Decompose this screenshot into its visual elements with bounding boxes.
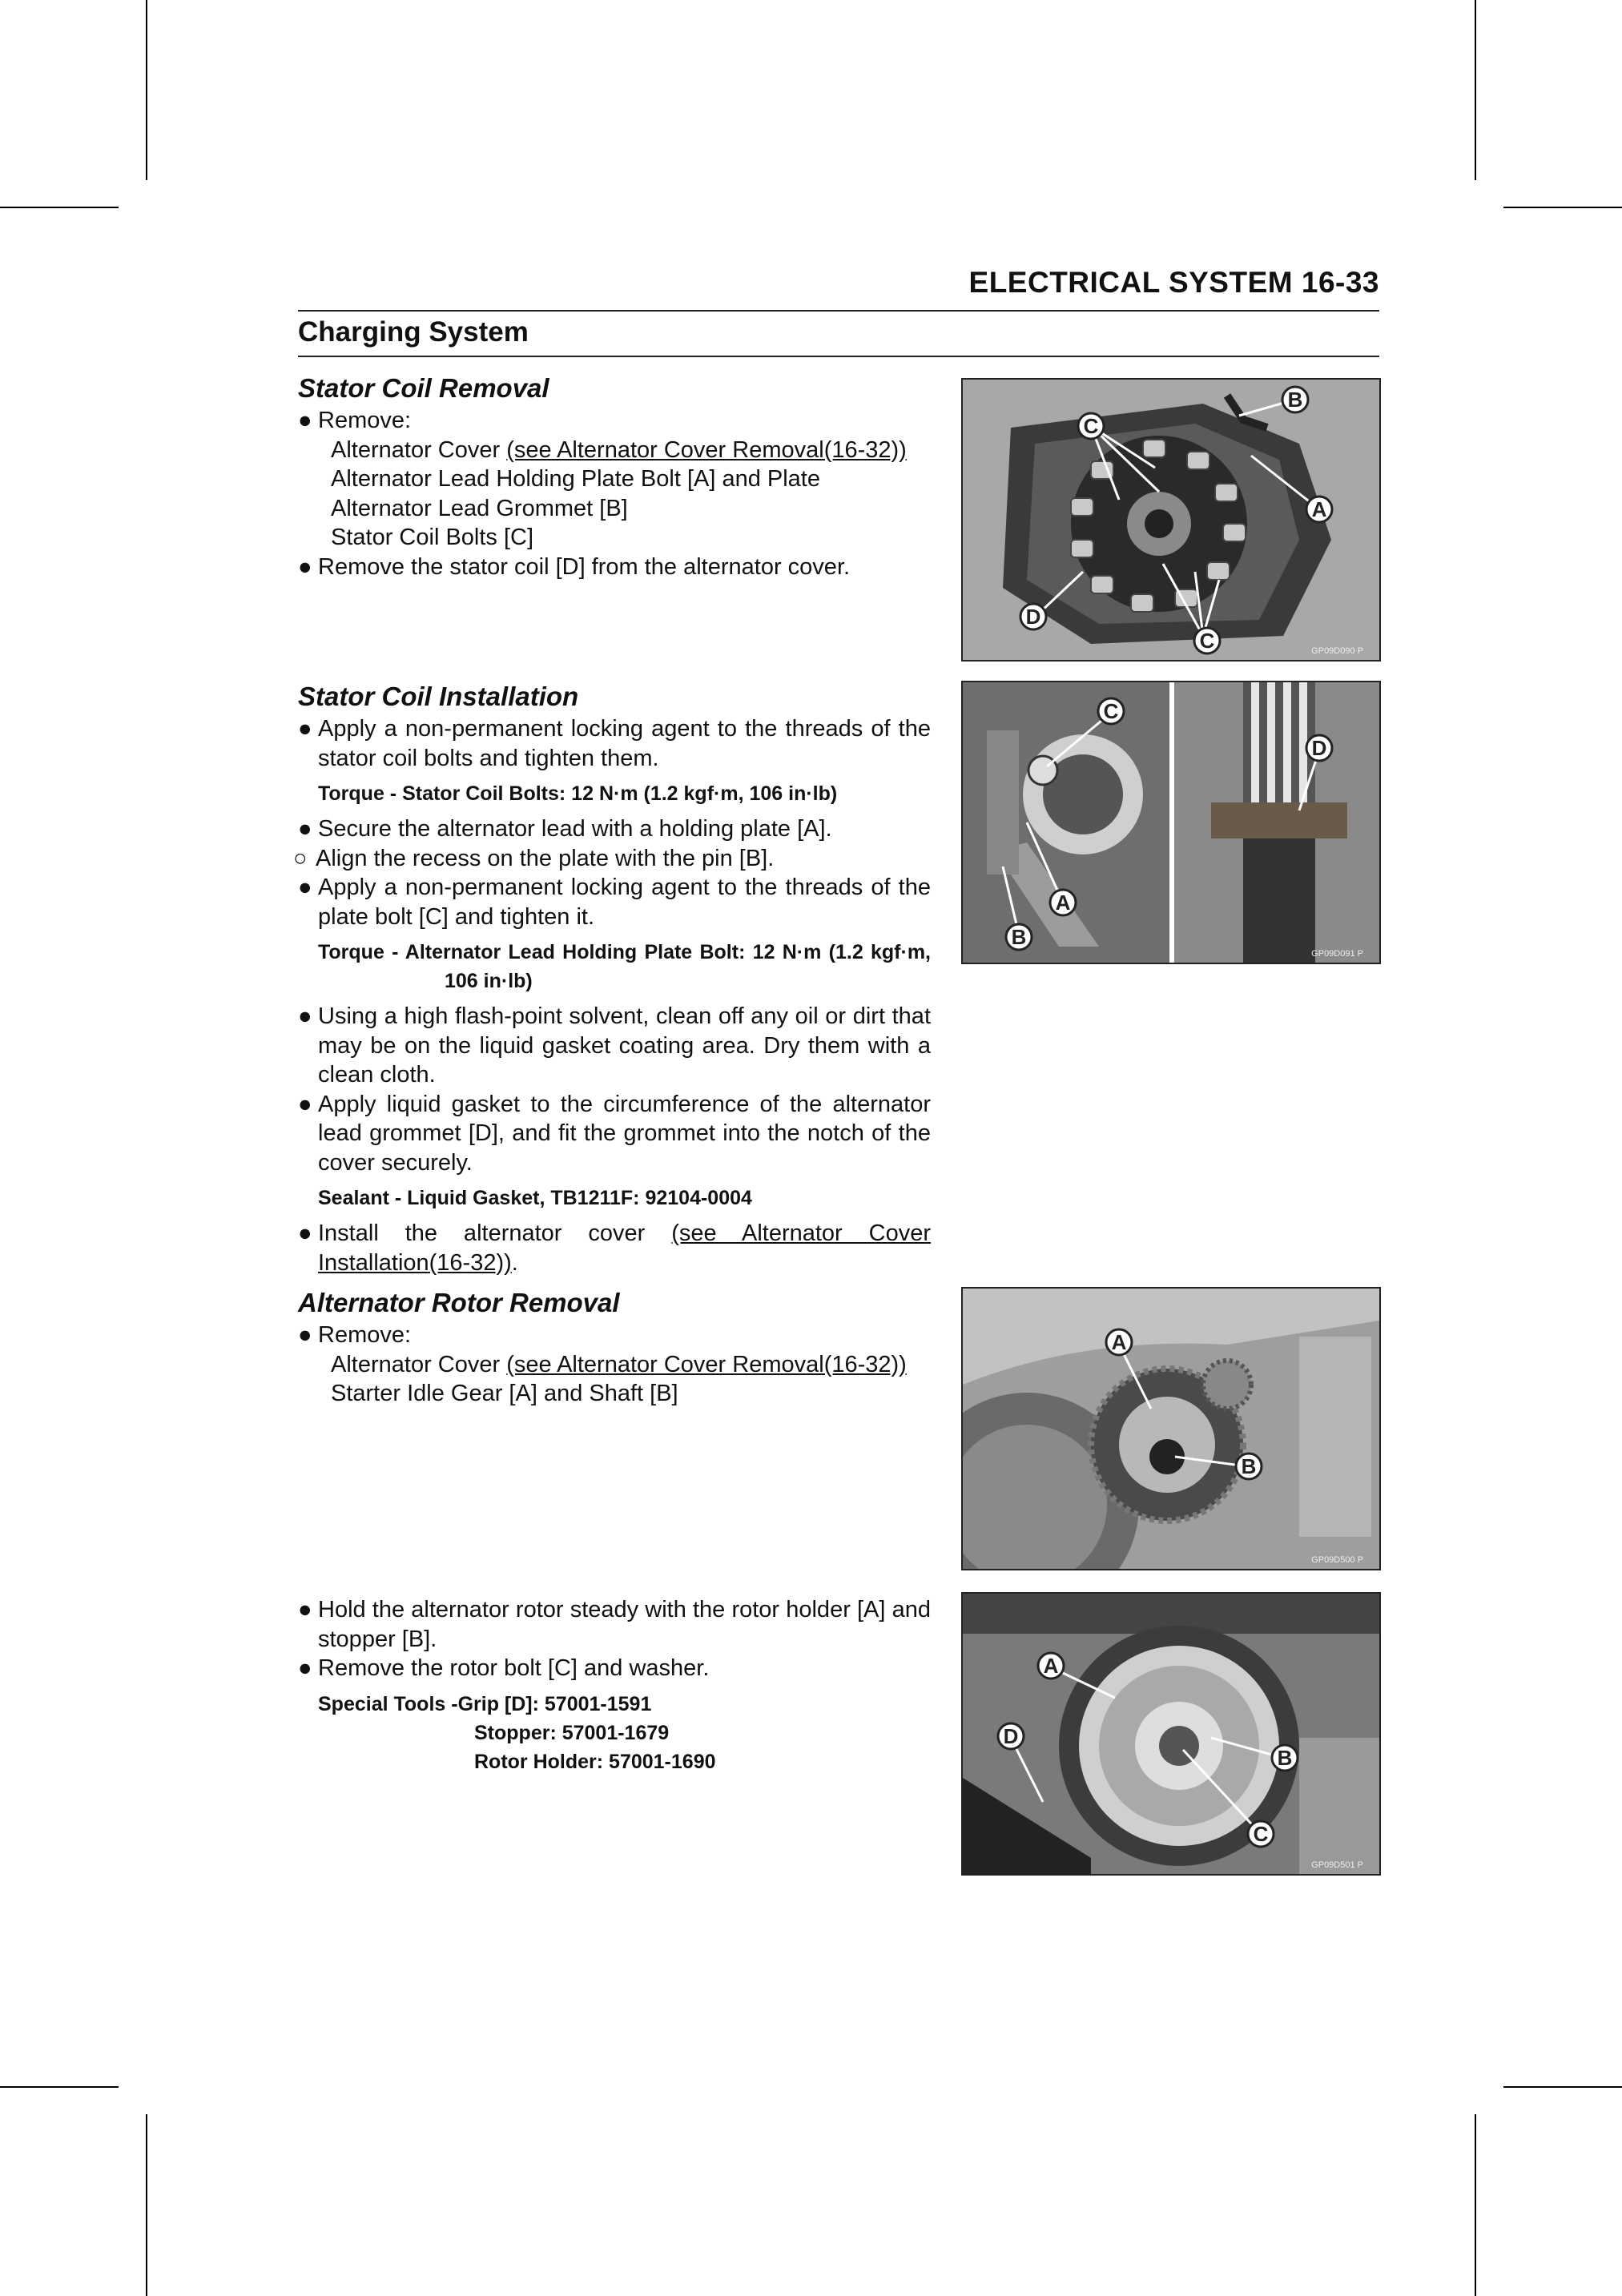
list-item: ● Apply a non-permanent locking agent to the threads of the stator coil bolts and tighten them. — [298, 716, 931, 771]
callout-b — [1236, 1454, 1262, 1479]
crop-mark — [1475, 0, 1476, 180]
crop-mark — [0, 207, 119, 208]
photo-code: GP09D501 P — [1311, 1860, 1363, 1870]
header-rule — [298, 310, 1379, 312]
svg-text:D: D — [1311, 736, 1327, 760]
crop-mark — [146, 2114, 147, 2296]
page-header-title: ELECTRICAL SYSTEM 16-33 — [968, 266, 1379, 299]
list-item: ● Secure the alternator lead with a holding plate [A]. — [298, 814, 931, 844]
bullet-icon: ● — [298, 1003, 312, 1029]
special-tools-label: Special Tools - — [318, 1692, 458, 1715]
svg-text:C: C — [1083, 414, 1099, 438]
lead-plate-illustration — [963, 682, 1379, 963]
callout-c — [1078, 413, 1104, 439]
list-item: ● Apply a non-permanent locking agent to the threads of the plate bolt [C] and tighten it. — [298, 875, 931, 930]
callout-a — [1106, 1329, 1132, 1355]
callout-b — [1282, 387, 1308, 412]
crop-mark — [1503, 2086, 1622, 2088]
svg-text:A: A — [1111, 1330, 1127, 1354]
page-header — [298, 264, 1379, 304]
svg-text:C: C — [1253, 1822, 1269, 1846]
callout-d — [1020, 604, 1046, 629]
crop-mark — [146, 0, 147, 180]
bullet-icon: ● — [298, 1220, 312, 1246]
cross-reference-link[interactable]: (see Alternator Cover Installation(16-32)) — [318, 1220, 931, 1276]
stator-coil-photo — [961, 378, 1381, 661]
list-item: Alternator Cover (see Alternator Cover Removal(16-32)) — [331, 436, 907, 463]
photo-code: GP09D090 P — [1311, 646, 1363, 656]
tool-item: Grip [D]: 57001-1591 — [457, 1692, 652, 1715]
svg-text:C: C — [1103, 699, 1119, 723]
list-item: Stator Coil Bolts [C] — [331, 525, 534, 550]
svg-text:C: C — [1199, 629, 1215, 653]
callout-d — [998, 1723, 1024, 1749]
cross-reference-link[interactable]: (see Alternator Cover Removal(16-32)) — [506, 1351, 907, 1377]
stator-installation-section — [293, 681, 931, 1277]
torque-spec: Torque - Stator Coil Bolts: 12 N·m (1.2 kgf·m, 106 in·lb) — [318, 782, 838, 805]
svg-text:D: D — [1025, 605, 1041, 629]
rotor-removal-section — [298, 1287, 931, 1409]
svg-text:B: B — [1011, 925, 1027, 949]
list-item: ● Remove the rotor bolt [C] and washer. — [298, 1654, 931, 1683]
svg-text:B: B — [1241, 1454, 1257, 1478]
callout-a — [1306, 497, 1332, 522]
callout-c — [1194, 628, 1220, 653]
list-item: ● Install the alternator cover (see Alternator Cover Installation(16-32)). — [298, 1220, 931, 1276]
photo-code: GP09D500 P — [1311, 1555, 1363, 1565]
tool-item: Rotor Holder: 57001-1690 — [474, 1750, 716, 1773]
section-heading: Stator Coil Removal — [298, 373, 549, 403]
bullet-icon: ● — [298, 875, 312, 900]
bullet-icon: ● — [298, 408, 312, 433]
special-tools-spec — [318, 1690, 931, 1776]
list-item: ● Remove: — [298, 1321, 931, 1350]
starter-idle-gear-illustration — [963, 1289, 1379, 1569]
svg-text:D: D — [1003, 1724, 1019, 1748]
list-item: Alternator Lead Grommet [B] — [331, 495, 628, 521]
stator-coil-illustration — [963, 380, 1379, 660]
bullet-icon: ● — [298, 1091, 312, 1117]
list-item: Alternator Lead Holding Plate Bolt [A] and Plate — [331, 466, 820, 492]
svg-text:A: A — [1043, 1654, 1059, 1678]
list-item: ○ Align the recess on the plate with the pin [B]. — [298, 844, 931, 874]
callout-a — [1050, 890, 1076, 915]
list-item: Alternator Cover (see Alternator Cover Removal(16-32)) — [331, 1351, 907, 1377]
crop-mark — [1475, 2114, 1476, 2296]
svg-text:A: A — [1311, 497, 1327, 521]
cross-reference-link[interactable]: (see Alternator Cover Removal(16-32)) — [506, 436, 907, 463]
list-item: ● Remove: — [298, 406, 931, 436]
callout-d — [1306, 735, 1332, 761]
starter-idle-gear-photo — [961, 1287, 1381, 1570]
svg-text:B: B — [1287, 388, 1303, 412]
rotor-holder-photo — [961, 1592, 1381, 1876]
list-item: ● Using a high flash-point solvent, clean off any oil or dirt that may be on the liquid gasket coating area. Dry them with a clean cloth. — [298, 1003, 931, 1088]
svg-text:B: B — [1277, 1746, 1293, 1770]
list-item: ● Hold the alternator rotor steady with the rotor holder [A] and stopper [B]. — [298, 1597, 931, 1652]
rotor-holder-illustration — [963, 1594, 1379, 1874]
bullet-icon: ● — [298, 553, 312, 580]
rotor-removal-steps — [298, 1595, 931, 1783]
crop-mark — [0, 2086, 119, 2088]
tool-item: Stopper: 57001-1679 — [474, 1721, 670, 1744]
section-title: Charging System — [298, 316, 529, 348]
callout-c — [1098, 698, 1124, 724]
callout-b — [1006, 924, 1032, 950]
torque-spec: Torque - Alternator Lead Holding Plate Bolt: 12 N·m (1.2 kgf·m, 106 in·lb) — [318, 941, 931, 992]
callout-a — [1038, 1653, 1064, 1679]
crop-mark — [1503, 207, 1622, 208]
bullet-icon: ● — [298, 1655, 312, 1681]
bullet-icon: ● — [298, 1322, 312, 1348]
bullet-icon: ● — [298, 1597, 312, 1622]
section-heading: Alternator Rotor Removal — [298, 1288, 620, 1317]
sub-bullet-icon: ○ — [293, 845, 308, 871]
callout-c — [1248, 1821, 1274, 1847]
photo-code: GP09D091 P — [1311, 949, 1363, 959]
stator-removal-section — [298, 372, 931, 581]
list-item: ● Apply liquid gasket to the circumference of the alternator lead grommet [D], and fit the grommet into the notch of the cover securely. — [298, 1091, 931, 1176]
sealant-spec: Sealant - Liquid Gasket, TB1211F: 92104-0004 — [318, 1187, 752, 1209]
bullet-icon: ● — [298, 816, 312, 842]
section-rule — [298, 356, 1379, 357]
list-item: ● Remove the stator coil [D] from the alternator cover. — [298, 553, 931, 582]
svg-text:A: A — [1055, 891, 1071, 915]
callout-b — [1272, 1745, 1298, 1771]
lead-plate-photo — [961, 681, 1381, 964]
bullet-icon: ● — [298, 716, 312, 742]
list-item: Starter Idle Gear [A] and Shaft [B] — [331, 1381, 678, 1406]
section-heading: Stator Coil Installation — [298, 682, 579, 711]
